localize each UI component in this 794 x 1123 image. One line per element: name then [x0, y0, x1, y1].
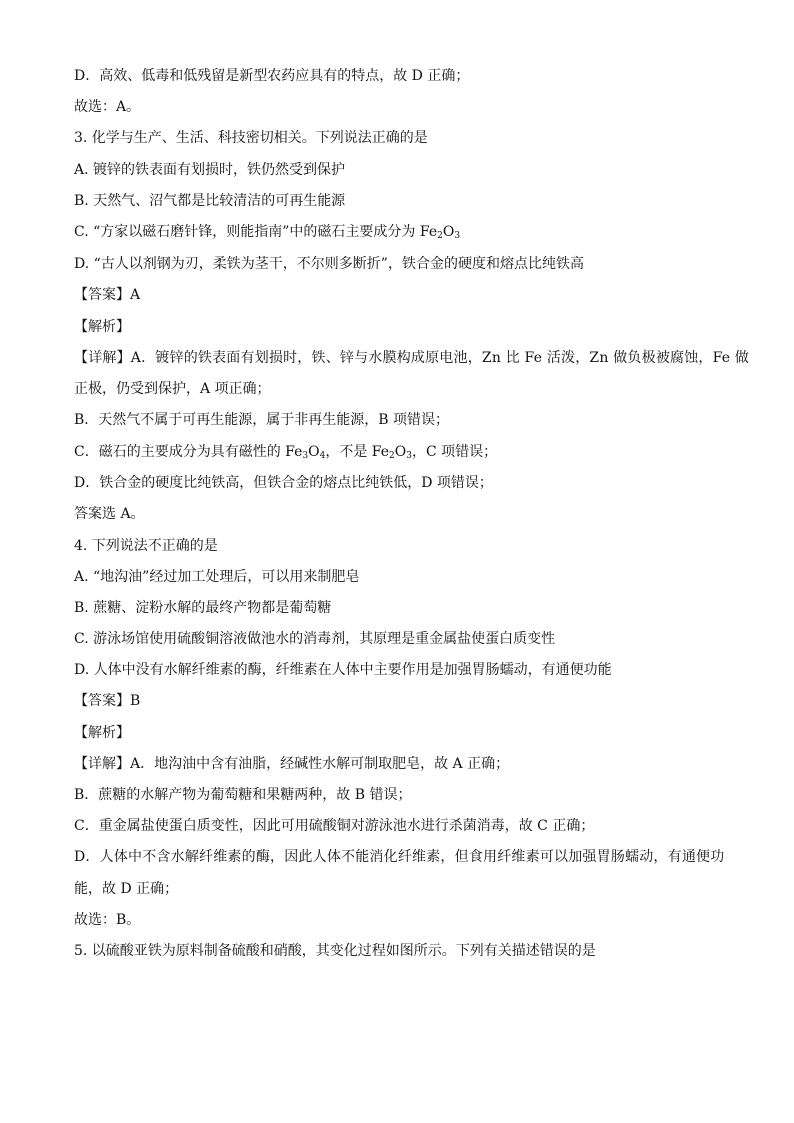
question-4-stem: 4. 下列说法不正确的是 — [74, 538, 218, 554]
option-c: C. “方家以磁石磨针锋，则能指南”中的磁石主要成分为 $Fe_2O_3$ — [74, 224, 461, 241]
answer-choice: 故选：B。 — [74, 912, 141, 928]
detail-line: B．天然气不属于可再生能源，属于非再生能源，B 项错误； — [74, 412, 450, 428]
answer-label: 【答案】B — [74, 693, 141, 709]
option-c: C. 游泳场馆使用硫酸铜溶液做池水的消毒剂，其原理是重金属盐使蛋白质变性 — [74, 631, 556, 647]
detail-line: 正极，仍受到保护，A 项正确； — [74, 381, 271, 397]
answer-choice: 答案选 A。 — [74, 506, 145, 522]
detail-line: 【详解】A．镀锌的铁表面有划损时，铁、锌与水膜构成原电池，Zn 比 Fe 活泼，Zn 做负极被腐蚀，Fe 做 — [74, 350, 750, 366]
detail-line: 【详解】A．地沟油中含有油脂，经碱性水解可制取肥皂，故 A 正确； — [74, 756, 510, 772]
detail-line: C．磁石的主要成分为具有磁性的 $Fe_3O_4$，不是 $Fe_2O_3$，C 项错误； — [74, 444, 498, 461]
analysis-label: 【解析】 — [74, 725, 130, 741]
detail-line: C．重金属盐使蛋白质变性，因此可用硫酸铜对游泳池水进行杀菌消毒，故 C 正确； — [74, 818, 595, 834]
analysis-label: 【解析】 — [74, 319, 130, 335]
detail-line: D．人体中不含水解纤维素的酶，因此人体不能消化纤维素，但食用纤维素可以加强胃肠蠕动，有通便功 — [74, 849, 725, 865]
question-3-stem: 3. 化学与生产、生活、科技密切相关。下列说法正确的是 — [74, 130, 428, 146]
detail-line: 能，故 D 正确； — [74, 881, 179, 897]
option-a: A. “地沟油”经过加工处理后，可以用来制肥皂 — [74, 569, 360, 585]
text-line: 故选：A。 — [74, 99, 141, 115]
option-b: B. 天然气、沼气都是比较清洁的可再生能源 — [74, 193, 346, 209]
option-d: D. 人体中没有水解纤维素的酶，纤维素在人体中主要作用是加强胃肠蠕动，有通便功能 — [74, 662, 612, 678]
text-line: D．高效、低毒和低残留是新型农药应具有的特点，故 D 正确； — [74, 68, 470, 84]
answer-label: 【答案】A — [74, 287, 141, 303]
option-d: D. “古人以剂钢为刃，柔铁为茎干，不尔则多断折”，铁合金的硬度和熔点比纯铁高 — [74, 256, 584, 272]
detail-line: D．铁合金的硬度比纯铁高，但铁合金的熔点比纯铁低，D 项错误； — [74, 475, 493, 491]
detail-line: B．蔗糖的水解产物为葡萄糖和果糖两种，故 B 错误； — [74, 787, 412, 803]
question-5-stem: 5. 以硫酸亚铁为原料制备硫酸和硝酸，其变化过程如图所示。下列有关描述错误的是 — [74, 943, 596, 959]
option-b: B. 蔗糖、淀粉水解的最终产物都是葡萄糖 — [74, 600, 332, 616]
option-a: A. 镀锌的铁表面有划损时，铁仍然受到保护 — [74, 162, 346, 178]
